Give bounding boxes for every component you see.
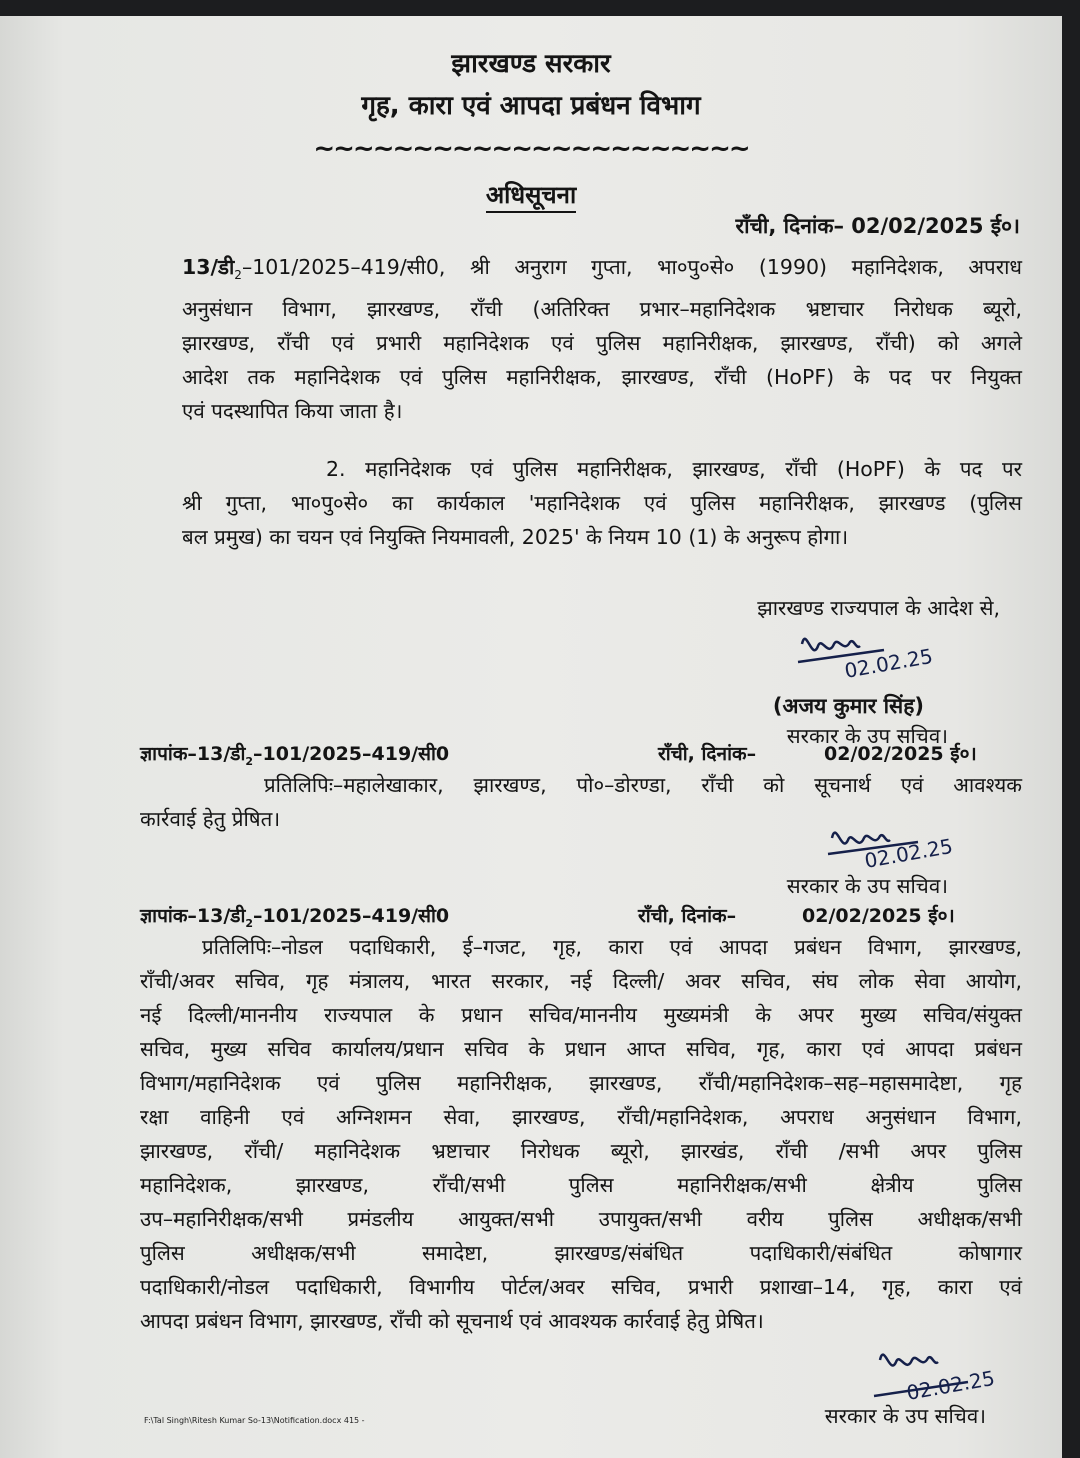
para1-line-4: आदेश तक महानिदेशक एवं पुलिस महानिरीक्षक, झारखण्ड, राँची (HoPF) के पद पर नियुक्त xyxy=(182,365,1022,390)
memo2-number-prefix: ज्ञापांक–13/डी xyxy=(140,905,246,927)
para1-line-5: एवं पदस्थापित किया जाता है। xyxy=(182,399,403,424)
memo2-copy-line-5: विभाग/महानिदेशक एवं पुलिस महानिरीक्षक, झारखण्ड, राँची/महानिदेशक–सह–महासमादेष्टा, गृह xyxy=(140,1071,1022,1095)
memo2-place-date-label: राँची, दिनांक– xyxy=(638,905,737,927)
memo1-copy-line-1: प्रतिलिपिः–महालेखाकार, झारखण्ड, पो०–डोरण्डा, राँची को सूचनार्थ एवं आवश्यक xyxy=(264,773,1022,797)
memo2-copy-line-6: रक्षा वाहिनी एवं अग्निशमन सेवा, झारखण्ड, राँची/महानिदेशक, अपराध अनुसंधान विभाग, xyxy=(140,1105,1022,1129)
memo1-number xyxy=(140,740,449,768)
header-divider: ~~~~~~~~~~~~~~~~~~~~~~ xyxy=(313,134,749,164)
signer-name: (अजय कुमार सिंह) xyxy=(772,694,924,718)
footer-file-path: F:\Tal Singh\Ritesh Kumar So-13\Notification.docx 415 - xyxy=(144,1416,365,1425)
memo2-subscript: 2 xyxy=(245,916,254,930)
signature-2-date: 02.02.25 xyxy=(862,833,955,873)
memo1-date: 02/02/2025 ई०। xyxy=(824,743,977,765)
memo2-copy-line-4: सचिव, मुख्य सचिव कार्यालय/प्रधान सचिव के प्रधान आप्त सचिव, गृह, कारा एवं आपदा प्रबंधन xyxy=(140,1037,1022,1061)
memo2-date: 02/02/2025 ई०। xyxy=(802,905,955,927)
para1-line-1 xyxy=(182,250,1022,292)
signer-designation-1: सरकार के उप सचिव। xyxy=(786,724,948,748)
memo1-number-prefix: ज्ञापांक–13/डी xyxy=(140,743,246,765)
notification-paragraph-1 xyxy=(182,250,1022,428)
governor-order-line: झारखण्ड राज्यपाल के आदेश से, xyxy=(757,596,1000,620)
memo2-copy-line-2: राँची/अवर सचिव, गृह मंत्रालय, भारत सरकार, नई दिल्ली/ अवर सचिव, संघ लोक सेवा आयोग, xyxy=(140,969,1022,993)
signature-1-date: 02.02.25 xyxy=(842,643,935,683)
memo1-number-suffix: –101/2025–419/सी0 xyxy=(253,743,450,765)
signer-designation-3: सरकार के उप सचिव। xyxy=(824,1404,986,1428)
memo2-copy-line-12: आपदा प्रबंधन विभाग, झारखण्ड, राँची को सूचनार्थ एवं आवश्यक कार्रवाई हेतु प्रेषित। xyxy=(140,1309,764,1333)
memo1-place-date-label: राँची, दिनांक– xyxy=(658,743,757,765)
memo2-copy-line-9: उप–महानिरीक्षक/सभी प्रमंडलीय आयुक्त/सभी उपायुक्त/सभी वरीय पुलिस अधीक्षक/सभी xyxy=(140,1207,1022,1231)
government-title: झारखण्ड सरकार xyxy=(451,49,611,79)
notification-place-date: राँची, दिनांक– 02/02/2025 ई०। xyxy=(735,214,1020,238)
notification-paragraph-2 xyxy=(182,452,1022,554)
document-page xyxy=(0,16,1062,1458)
memo2-copy-line-1: प्रतिलिपिः–नोडल पदाधिकारी, ई–गजट, गृह, कारा एवं आपदा प्रबंधन विभाग, झारखण्ड, xyxy=(202,935,1022,959)
memo2-number xyxy=(140,902,449,930)
memo1-subscript: 2 xyxy=(245,754,254,768)
memo2-copy-line-8: महानिदेशक, झारखण्ड, राँची/सभी पुलिस महानिरीक्षक/सभी क्षेत्रीय पुलिस xyxy=(140,1173,1022,1197)
para2-line-3: बल प्रमुख) का चयन एवं नियुक्ति नियमावली, 2025' के नियम 10 (1) के अनुरूप होगा। xyxy=(182,525,849,549)
signature-1 xyxy=(790,616,960,696)
memo2-copy-line-10: पुलिस अधीक्षक/सभी समादेष्टा, झारखण्ड/संबंधित पदाधिकारी/संबंधित कोषागार xyxy=(140,1241,1022,1265)
memo2-copy-line-7: झारखण्ड, राँची/ महानिदेशक भ्रष्टाचार निरोधक ब्यूरो, झारखंड, राँची /सभी अपर पुलिस xyxy=(140,1139,1022,1163)
order-number: 13/डी xyxy=(182,255,235,279)
para1-line-3: झारखण्ड, राँची एवं प्रभारी महानिदेशक एवं पुलिस महानिरीक्षक, झारखण्ड, राँची) को अगले xyxy=(182,331,1022,356)
order-number-subscript: 2 xyxy=(234,268,242,283)
para1-line-1-text: –101/2025–419/सी0, श्री अनुराग गुप्ता, भा०पु०से० (1990) महानिदेशक, अपराध xyxy=(241,255,1022,279)
memo1-copy-line-2: कार्रवाई हेतु प्रेषित। xyxy=(140,807,281,831)
signer-designation-2: सरकार के उप सचिव। xyxy=(786,874,948,898)
notification-heading xyxy=(0,178,1062,211)
para2-line-2: श्री गुप्ता, भा०पु०से० का कार्यकाल 'महानिदेशक एवं पुलिस महानिरीक्षक, झारखण्ड (पुलिस xyxy=(182,491,1022,515)
para1-line-2: अनुसंधान विभाग, झारखण्ड, राँची (अतिरिक्त प्रभार–महानिदेशक भ्रष्टाचार निरोधक ब्यूरो, xyxy=(182,297,1022,322)
memo2-copy-line-3: नई दिल्ली/माननीय राज्यपाल के प्रधान सचिव/माननीय मुख्यमंत्री के अपर मुख्य सचिव/संयुक्त xyxy=(140,1003,1022,1027)
memo2-number-suffix: –101/2025–419/सी0 xyxy=(253,905,450,927)
signature-3 xyxy=(868,1332,1038,1408)
notification-title: अधिसूचना xyxy=(486,181,576,213)
para2-line-1: 2. महानिदेशक एवं पुलिस महानिरीक्षक, झारखण्ड, राँची (HoPF) के पद पर xyxy=(326,457,1022,481)
department-title: गृह, कारा एवं आपदा प्रबंधन विभाग xyxy=(361,91,701,121)
memo2-copy-line-11: पदाधिकारी/नोडल पदाधिकारी, विभागीय पोर्टल/अवर सचिव, प्रभारी प्रशाखा–14, गृह, कारा एवं xyxy=(140,1275,1022,1299)
memo2-copy xyxy=(140,930,1022,1338)
signature-3-date: 02.02.25 xyxy=(904,1365,997,1405)
